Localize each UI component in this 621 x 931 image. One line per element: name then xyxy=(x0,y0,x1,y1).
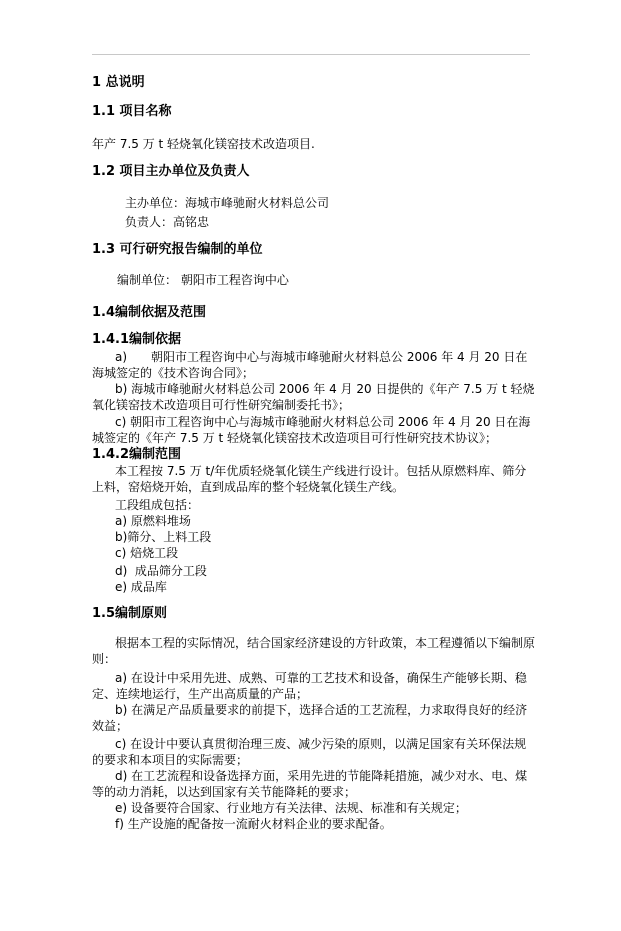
heading-compilation-scope: 1.4.2编制范围 xyxy=(92,447,182,462)
principle-item-a: a) 在设计中采用先进、成熟、可靠的工艺技术和设备，确保生产能够长期、稳定、连续地运行，生产出高质量的产品； xyxy=(92,671,527,701)
principle-item-c: c) 在设计中要认真贯彻治理三废、减少污染的原则，以满足国家有关环保法规的要求和本项目的实际需要； xyxy=(92,737,527,767)
heading-project-name: 1.1 项目名称 xyxy=(92,104,172,119)
principle-item-d: d) 在工艺流程和设备选择方面，采用先进的节能降耗措施，减少对水、电、煤等的动力消耗，以达到国家有关节能降耗的要求； xyxy=(92,769,528,799)
stage-item-a: a) 原燃料堆场 xyxy=(115,514,191,528)
heading-compilation-principles: 1.5编制原则 xyxy=(92,606,168,621)
principle-item-f: f) 生产设施的配备按一流耐火材料企业的要求配备。 xyxy=(115,817,392,831)
responsible-person-text: 负责人：高铭忠 xyxy=(125,215,210,229)
host-unit-text: 主办单位：海城市峰驰耐火材料总公司 xyxy=(125,196,330,210)
heading-general-description: 1 总说明 xyxy=(92,75,145,90)
heading-report-compiler: 1.3 可行研究报告编制的单位 xyxy=(92,242,263,257)
heading-compilation-basis: 1.4.1编制依据 xyxy=(92,332,182,347)
stage-list-label: 工段组成包括： xyxy=(115,498,200,512)
principles-intro-text: 根据本工程的实际情况，结合国家经济建设的方针政策，本工程遵循以下编制原则： xyxy=(92,636,536,666)
stage-item-c: c) 焙烧工段 xyxy=(115,546,179,560)
document-page xyxy=(0,54,621,931)
project-name-text: 年产 7.5 万 t 轻烧氧化镁窑技术改造项目. xyxy=(92,137,315,151)
principle-item-b: b) 在满足产品质量要求的前提下，选择合适的工艺流程，力求取得良好的经济效益； xyxy=(92,703,528,733)
basis-item-b: b) 海城市峰驰耐火材料总公司 2006 年 4 月 20 日提供的《年产 7.5 万 t 轻烧氧化镁窑技术改造项目可行性研究编制委托书》； xyxy=(92,382,535,412)
stage-item-d: d) 成品筛分工段 xyxy=(115,564,207,578)
heading-host-unit: 1.2 项目主办单位及负责人 xyxy=(92,164,250,179)
report-compiler-text: 编制单位： 朝阳市工程咨询中心 xyxy=(117,273,289,287)
basis-item-a: a) 朝阳市工程咨询中心与海城市峰驰耐火材料总公 2006 年 4 月 20 日在海城签定的《技术咨询合同》； xyxy=(92,350,528,380)
scope-intro-text: 本工程按 7.5 万 t/年优质轻烧氧化镁生产线进行设计。包括从原燃料库、筛分上料，窑焙烧开始，直到成品库的整个轻烧氧化镁生产线。 xyxy=(92,464,527,494)
heading-basis-and-scope: 1.4编制依据及范围 xyxy=(92,305,207,320)
basis-item-c: c) 朝阳市工程咨询中心与海城市峰驰耐火材料总公司 2006 年 4 月 20 日在海城签定的《年产 7.5 万 t 轻烧氧化镁窑技术改造项目可行性研究技术协议》； xyxy=(92,415,531,445)
principle-item-e: e) 设备要符合国家、行业地方有关法律、法规、标准和有关规定； xyxy=(115,801,467,815)
document-content xyxy=(0,75,621,832)
stage-item-e: e) 成品库 xyxy=(115,580,167,594)
header-divider xyxy=(92,54,530,55)
stage-item-b: b)筛分、上料工段 xyxy=(115,530,212,544)
